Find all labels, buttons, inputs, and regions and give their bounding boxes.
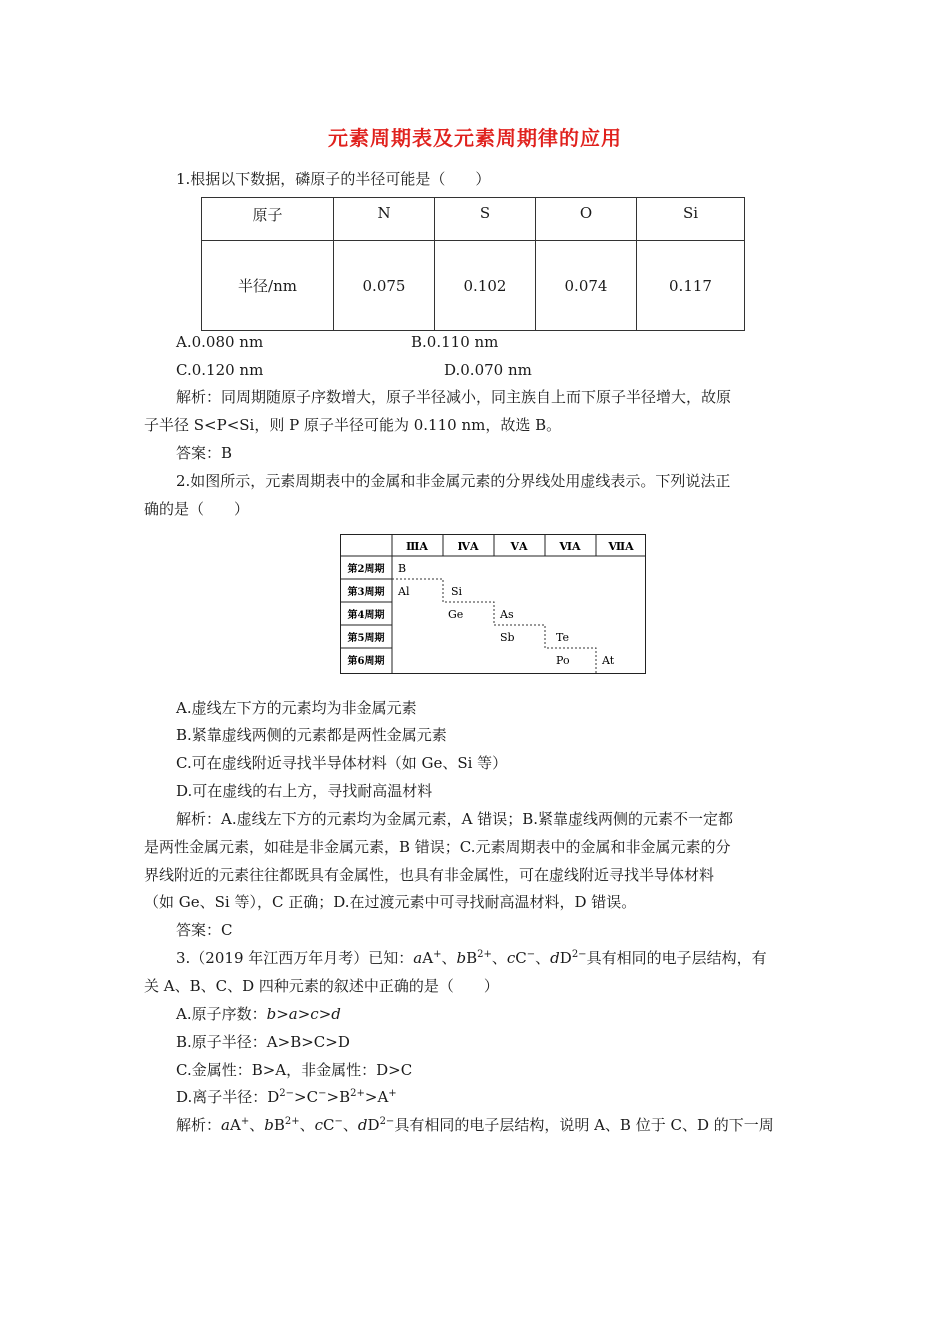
q3-stem-cont: 关 A、B、C、D 四种元素的叙述中正确的是（ ） [144, 977, 499, 995]
q3-option-d: D.离子半径：$D^{2-}>C^->B^{2+}>A^+$ [176, 1088, 397, 1106]
q2-analysis-cont: 界线附近的元素往往都既具有金属性，也具有非金属性，可在虚线附近寻找半导体材料 [144, 866, 715, 884]
table-row [202, 241, 745, 331]
group-header: ⅥA [559, 540, 581, 553]
element-symbol: Al [398, 585, 410, 598]
table-cell: 0.117 [637, 241, 745, 331]
q2-stem: 2.如图所示，元素周期表中的金属和非金属元素的分界线处用虚线表示。下列说法正 [176, 472, 731, 490]
q3-analysis: 解析：aA+、$bB^{2+}$、cC−、$dD^{2-}$具有相同的电子层结构，说明 A、B 位于 C、D 的下一周 [176, 1116, 774, 1134]
q1-option-c: C.0.120 nm [176, 361, 264, 379]
table-cell: Si [637, 198, 745, 241]
q2-option-c: C.可在虚线附近寻找半导体材料（如 Ge、Si 等） [176, 754, 508, 772]
q3-option-b: B.原子半径：A>B>C>D [176, 1033, 350, 1051]
element-symbol: Ge [448, 608, 464, 621]
q1-analysis-cont: 子半径 S<P<Si，则 P 原子半径可能为 0.110 nm，故选 B。 [144, 416, 562, 434]
table-row-label: 半径/nm [202, 241, 334, 331]
element-symbol: At [602, 654, 615, 667]
group-header: ⅤA [510, 540, 528, 553]
table-cell: N [334, 198, 435, 241]
page-title: 元素周期表及元素周期律的应用 [328, 126, 622, 150]
group-header: ⅢA [406, 540, 428, 553]
table-cell: S [435, 198, 536, 241]
table-cell: 0.102 [435, 241, 536, 331]
radius-table [201, 197, 745, 331]
q2-option-a: A.虚线左下方的元素均为非金属元素 [176, 699, 417, 717]
periodic-table-figure [340, 534, 646, 674]
q3-option-c: C.金属性：B>A，非金属性：D>C [176, 1061, 413, 1079]
q2-option-d: D.可在虚线的右上方，寻找耐高温材料 [176, 782, 433, 800]
table-cell: 0.075 [334, 241, 435, 331]
q3-option-a: A.原子序数：b>a>c>d [176, 1005, 341, 1023]
table-header-label: 原子 [202, 198, 334, 241]
period-label: 第4周期 [347, 610, 385, 621]
period-label: 第2周期 [347, 564, 385, 575]
q2-stem-cont: 确的是（ ） [144, 500, 250, 518]
table-row [202, 198, 745, 241]
q2-option-b: B.紧靠虚线两侧的元素都是两性金属元素 [176, 726, 447, 744]
q1-answer: 答案：B [176, 444, 233, 462]
element-symbol: B [398, 562, 407, 575]
table-cell: O [536, 198, 637, 241]
q1-stem: 1.根据以下数据，磷原子的半径可能是（ ） [176, 170, 491, 188]
q1-option-d: D.0.070 nm [444, 361, 532, 379]
group-header: ⅦA [608, 540, 634, 553]
q1-option-b: B.0.110 nm [411, 333, 499, 351]
element-symbol: As [500, 608, 514, 621]
q3-stem: 3.（2019 年江西万年月考）已知：aA+、$bB^{2+}$、cC−、$dD^{2-}$具有相同的电子层结构，有 [176, 949, 767, 967]
element-symbol: Sb [500, 631, 515, 644]
period-label: 第6周期 [347, 656, 385, 667]
period-label: 第3周期 [347, 587, 385, 598]
element-symbol: Te [556, 631, 569, 644]
table-cell: 0.074 [536, 241, 637, 331]
q1-analysis: 解析：同周期随原子序数增大，原子半径减小，同主族自上而下原子半径增大，故原 [176, 388, 732, 406]
q2-analysis-cont: 是两性金属元素，如硅是非金属元素，B 错误；C.元素周期表中的金属和非金属元素的分 [144, 838, 731, 856]
q2-analysis: 解析：A.虚线左下方的元素均为金属元素，A 错误；B.紧靠虚线两侧的元素不一定都 [176, 810, 733, 828]
element-symbol: Si [451, 585, 463, 598]
group-header: ⅣA [457, 540, 479, 553]
q1-option-a: A.0.080 nm [176, 333, 264, 351]
q2-analysis-cont: （如 Ge、Si 等），C 正确；D.在过渡元素中可寻找耐高温材料，D 错误。 [144, 893, 637, 911]
element-symbol: Po [556, 654, 570, 667]
period-label: 第5周期 [347, 633, 385, 644]
q2-answer: 答案：C [176, 921, 233, 939]
